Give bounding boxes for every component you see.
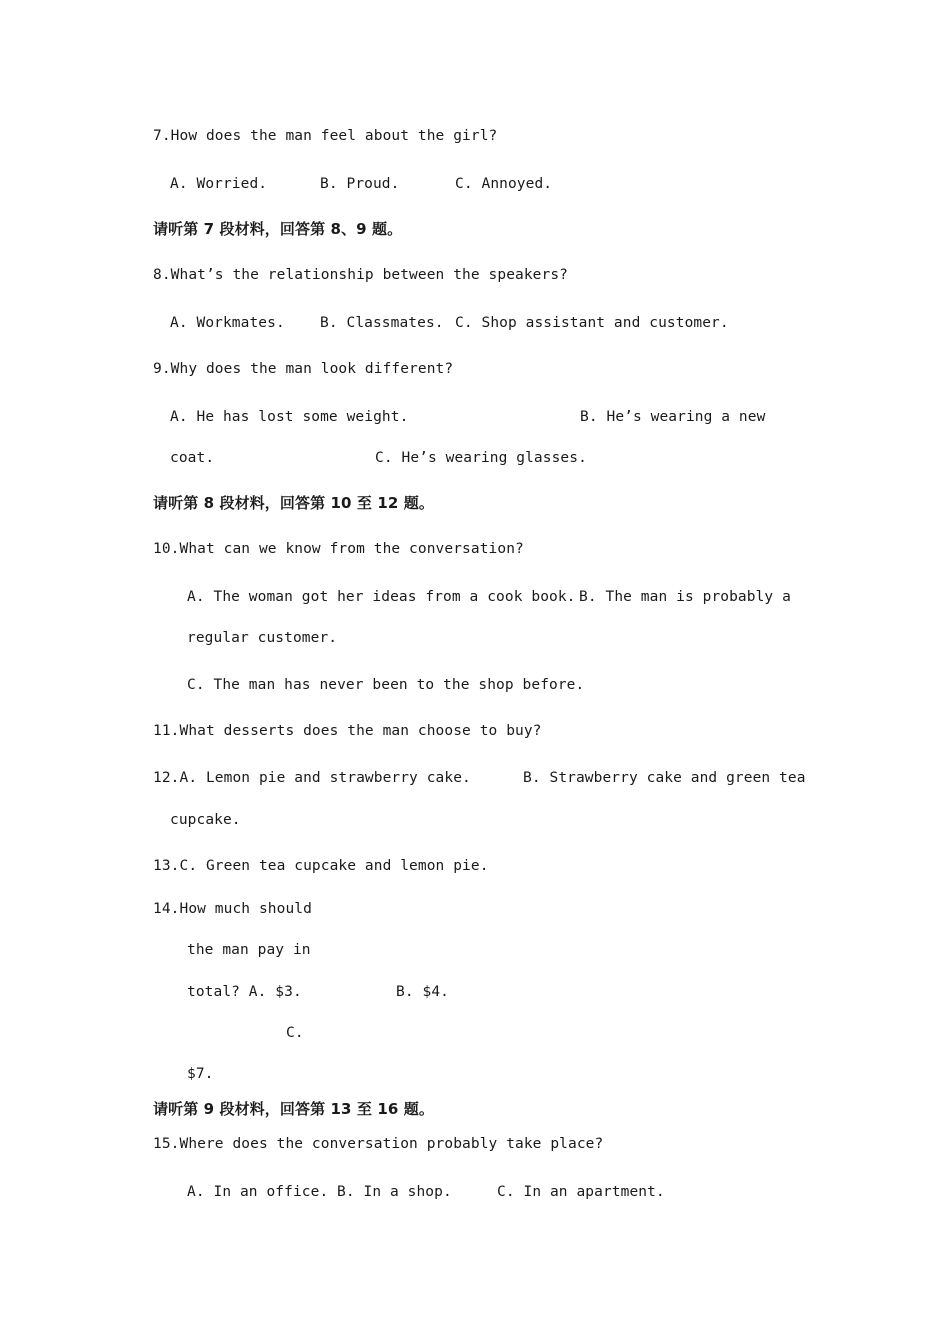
q9-option-c: C. He’s wearing glasses. xyxy=(375,450,587,466)
q10-option-a: A. The woman got her ideas from a cook book. xyxy=(187,589,576,605)
q9-option-a: A. He has lost some weight. xyxy=(170,409,409,425)
section-7-heading: 请听第 7 段材料，回答第 8、9 题。 xyxy=(153,220,403,238)
q7-option-c: C. Annoyed. xyxy=(455,176,553,192)
q12-option-b-continued: cupcake. xyxy=(170,812,241,828)
q7-option-a: A. Worried. xyxy=(170,176,268,192)
q14-option-c-value: $7. xyxy=(187,1066,214,1082)
q10-stem: 10.What can we know from the conversation? xyxy=(153,541,524,557)
q7-stem: 7.How does the man feel about the girl? xyxy=(153,128,498,144)
q10-option-c: C. The man has never been to the shop before. xyxy=(187,677,585,693)
q15-option-b: B. In a shop. xyxy=(337,1184,452,1200)
q9-option-b-continued: coat. xyxy=(170,450,215,466)
q15-option-a: A. In an office. xyxy=(187,1184,329,1200)
q8-option-a: A. Workmates. xyxy=(170,315,285,331)
section-9-heading: 请听第 9 段材料，回答第 13 至 16 题。 xyxy=(153,1100,434,1118)
q12-option-a: 12.A. Lemon pie and strawberry cake. xyxy=(153,770,471,786)
q9-option-b: B. He’s wearing a new xyxy=(580,409,766,425)
q10-option-b-continued: regular customer. xyxy=(187,630,338,646)
q13-option-c: 13.C. Green tea cupcake and lemon pie. xyxy=(153,858,489,874)
q14-stem-line1: 14.How much should xyxy=(153,901,312,917)
q8-stem: 8.What’s the relationship between the speakers? xyxy=(153,267,568,283)
q9-stem: 9.Why does the man look different? xyxy=(153,361,454,377)
q8-option-b: B. Classmates. xyxy=(320,315,444,331)
q11-stem: 11.What desserts does the man choose to buy? xyxy=(153,723,542,739)
section-8-heading: 请听第 8 段材料，回答第 10 至 12 题。 xyxy=(153,494,434,512)
q14-option-c: C. xyxy=(286,1025,304,1041)
q14-stem-line3: total? A. $3. xyxy=(187,984,302,1000)
q8-option-c: C. Shop assistant and customer. xyxy=(455,315,729,331)
q15-stem: 15.Where does the conversation probably take place? xyxy=(153,1136,604,1152)
q15-option-c: C. In an apartment. xyxy=(497,1184,665,1200)
q12-option-b: B. Strawberry cake and green tea xyxy=(523,770,806,786)
q14-stem-line2: the man pay in xyxy=(187,942,311,958)
q14-option-b: B. $4. xyxy=(396,984,449,1000)
q10-option-b: B. The man is probably a xyxy=(579,589,791,605)
q7-option-b: B. Proud. xyxy=(320,176,400,192)
